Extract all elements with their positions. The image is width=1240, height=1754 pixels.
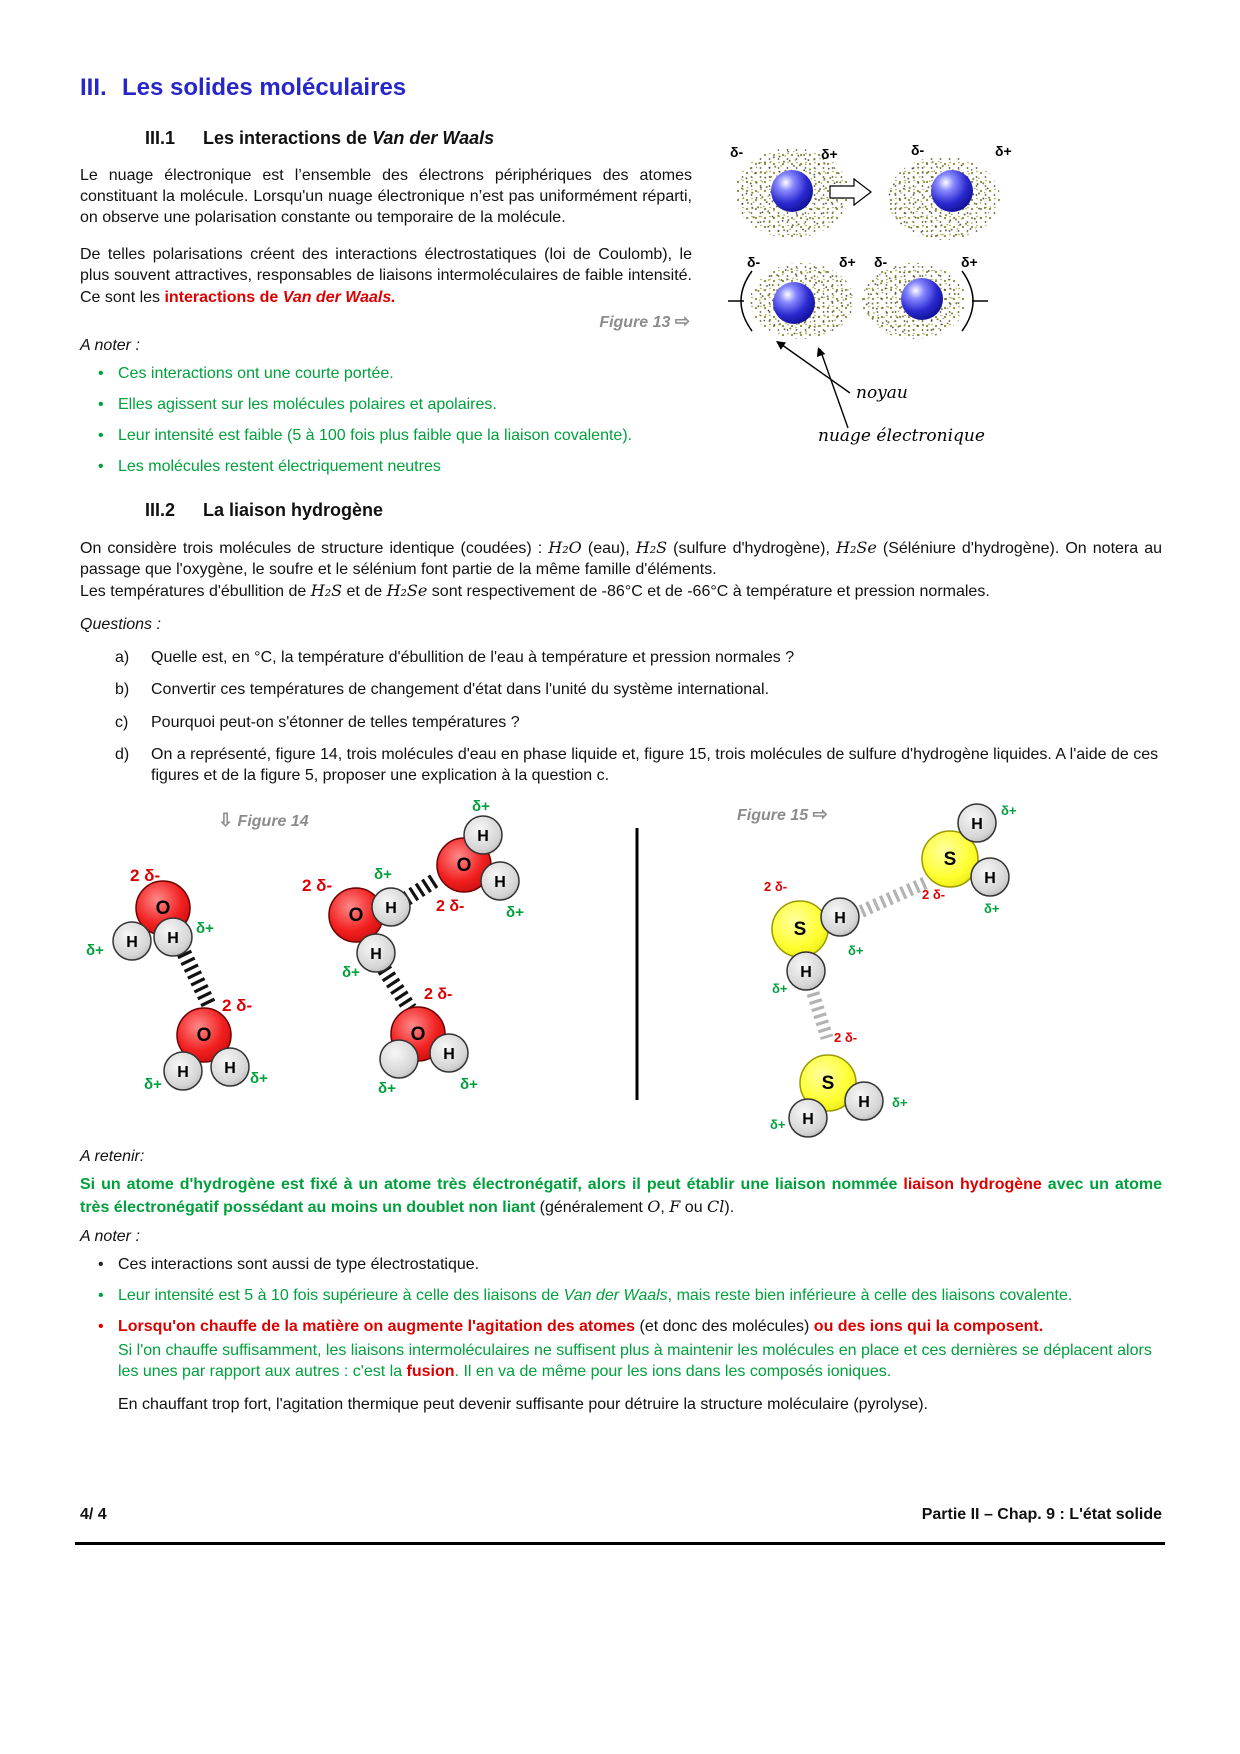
delta-minus-label: 2 δ-	[222, 996, 253, 1015]
delta-plus-label: δ+	[144, 1076, 162, 1093]
annotation-arrowhead	[817, 347, 825, 357]
atom-label-H: H	[971, 816, 983, 833]
note-item: • Ces interactions sont aussi de type électrostatique.	[94, 1254, 1162, 1275]
delta-plus-label: δ+	[196, 920, 214, 937]
note-list	[94, 363, 692, 477]
question-key: c)	[115, 713, 129, 731]
atom-label-O: O	[348, 905, 364, 926]
section-2-heading	[145, 500, 1162, 521]
annotation-arrow	[778, 342, 850, 393]
hydrogen-bond	[184, 953, 210, 1007]
note-list-2	[94, 1254, 1162, 1382]
question-item	[80, 744, 1162, 786]
atom-label-O: O	[410, 1024, 426, 1045]
noyau-label: noyau	[856, 383, 908, 403]
delta-plus-label: δ+	[772, 981, 788, 996]
annotation-arrowhead	[776, 341, 786, 350]
paragraph-nuage-electronique: Le nuage électronique est l’ensemble des électrons périphériques des atomes constituant la molécule. Lorsqu'un nuage électronique n’est pas uniformément réparti, on observe une polarisation constante ou temporaire de la molécule.	[80, 167, 692, 227]
delta-minus-label: 2 δ-	[130, 866, 161, 885]
question-key: b)	[115, 681, 130, 699]
delta-minus-label: 2 δ-	[764, 879, 788, 894]
page-bottom-rule	[75, 1542, 1165, 1545]
note-item: • Leur intensité est faible (5 à 100 fois plus faible que la liaison covalente).	[94, 425, 692, 446]
note-label-2: A noter :	[80, 1228, 140, 1246]
hydrogen-atom	[380, 1040, 418, 1078]
delta-minus-label: δ-	[747, 254, 761, 270]
note-item-fusion: Si l'on chauffe suffisamment, les liaisons intermoléculaires ne suffisent plus à maintenir les molécules en place et ces dernières se déplacent alors les unes par rapport aux autres : c'est la fusion. Il en va de même pour les ions dans les composés ioniques.	[118, 1341, 1152, 1380]
atom-label-H: H	[800, 964, 812, 981]
heading-text: Les solides moléculaires	[122, 74, 407, 101]
figure13-caption	[80, 311, 692, 332]
note-label: A noter :	[80, 336, 140, 354]
section-liaison-hydrogene	[80, 500, 1162, 797]
delta-minus-label: 2 δ-	[436, 898, 465, 915]
delta-plus-label: δ+	[848, 943, 864, 958]
figure14-figure15-diagram	[80, 795, 1162, 1145]
paragraph-interactions: De telles polarisations créent des interactions électrostatiques (loi de Coulomb), le plus souvent attractives, responsables de liaisons intermoléculaires de faible intensité. Ce sont les interactions de Van der Waals.	[80, 246, 692, 306]
delta-plus-label: δ+	[378, 1080, 396, 1097]
question-key: d)	[115, 745, 130, 763]
heading-number: III.	[80, 74, 107, 101]
delta-minus-label: δ-	[874, 254, 888, 270]
atom-label-O: O	[155, 898, 171, 919]
section-2-title: La liaison hydrogène	[203, 500, 384, 520]
figure15-arrow-icon: ⇨	[812, 804, 828, 824]
delta-plus-label: δ+	[821, 146, 838, 162]
delta-plus-label: δ+	[770, 1117, 786, 1132]
a-retenir-label: A retenir:	[80, 1148, 145, 1165]
figure14-arrow-icon: ⇩	[218, 810, 234, 830]
atom-label-H: H	[224, 1060, 236, 1077]
question-item	[80, 679, 1162, 700]
note-item: • Leur intensité est 5 à 10 fois supérieure à celle des liaisons de Van der Waals, mais reste bien inférieure à celle des liaisons covalente.	[94, 1285, 1162, 1306]
section-1-title: Les interactions de Van der Waals	[203, 128, 495, 148]
nuage-label: nuage électronique	[818, 426, 985, 446]
page-number: 4/ 4	[80, 1506, 107, 1523]
conclusion-block	[80, 1148, 1162, 1414]
delta-plus-label: δ+	[839, 254, 856, 270]
atom-label-S: S	[793, 919, 807, 940]
paragraph-molecules: On considère trois molécules de structure identique (coudées) : H₂O (eau), H₂S (sulfure d'hydrogène), H₂Se (Séléniure d'hydrogène). On notera au passage que l'oxygène, le soufre et le sélénium font partie de la même famille d'éléments.	[80, 538, 1163, 579]
closing-paragraph: En chauffant trop fort, l'agitation thermique peut devenir suffisante pour détruire la structure moléculaire (pyrolyse).	[118, 1395, 928, 1413]
atom-label-H: H	[984, 870, 996, 887]
hydrogen-bond	[813, 993, 827, 1038]
key-statement: Si un atome d'hydrogène est fixé à un atome très électronégatif, alors il peut établir une liaison nommée liaison hydrogène avec un atome très électronégatif possédant au moins un doublet non liant (généralement O, F ou Cl).	[80, 1176, 1162, 1216]
question-text: Quelle est, en °C, la température d'ébullition de l'eau à température et pression normales ?	[151, 649, 795, 667]
delta-plus-label: δ+	[961, 254, 978, 270]
atom-label-H: H	[802, 1111, 814, 1128]
delta-plus-label: δ+	[1001, 803, 1017, 818]
delta-plus-label: δ+	[995, 143, 1012, 159]
question-text: On a représenté, figure 14, trois molécules d'eau en phase liquide et, figure 15, trois molécules de sulfure d'hydrogène liquides. A l'aide de ces figures et de la figure 5, proposer une explication à la question c.	[151, 745, 1159, 784]
section-van-der-waals	[80, 128, 692, 487]
delta-plus-label: δ+	[374, 866, 392, 883]
nucleus-sphere	[901, 278, 943, 320]
figure13-caption-text: Figure 13	[599, 313, 671, 331]
section-2-number: III.2	[145, 500, 176, 520]
delta-plus-label: δ+	[250, 1070, 268, 1087]
atom-label-O: O	[456, 855, 472, 876]
nucleus-sphere	[771, 170, 813, 212]
note-item: • Les molécules restent électriquement neutres	[94, 456, 692, 477]
atom-label-H: H	[126, 934, 138, 951]
figure15-caption-text: Figure 15	[737, 807, 809, 824]
note-item	[94, 1316, 1162, 1381]
page-title	[80, 74, 406, 102]
hydrogen-bond	[406, 879, 437, 899]
section-1-number: III.1	[145, 128, 176, 148]
note-item: • Ces interactions ont une courte portée.	[94, 363, 692, 384]
footer-chapter: Partie II – Chap. 9 : L'état solide	[921, 1506, 1162, 1523]
delta-minus-label: 2 δ-	[922, 887, 946, 902]
delta-plus-label: δ+	[472, 798, 490, 815]
delta-minus-label: 2 δ-	[302, 876, 333, 895]
questions-label: Questions :	[80, 616, 161, 634]
question-item	[80, 712, 1162, 733]
figure14-caption-text: Figure 14	[237, 813, 309, 830]
delta-plus-label: δ+	[86, 942, 104, 959]
figure13-diagram	[718, 125, 1013, 455]
figure13-arrow-icon: ⇨	[674, 310, 690, 331]
atom-label-H: H	[443, 1046, 455, 1063]
delta-plus-label: δ+	[460, 1076, 478, 1093]
atom-label-H: H	[494, 874, 506, 891]
note-item: • Elles agissent sur les molécules polaires et apolaires.	[94, 394, 692, 415]
delta-plus-label: δ+	[892, 1095, 908, 1110]
nucleus-sphere	[773, 282, 815, 324]
page-footer	[80, 1506, 1162, 1524]
delta-plus-label: δ+	[984, 901, 1000, 916]
delta-minus-label: 2 δ-	[424, 986, 453, 1003]
delta-plus-label: δ+	[342, 964, 360, 981]
atom-label-S: S	[821, 1073, 835, 1094]
atom-label-H: H	[385, 900, 397, 917]
section-1-heading	[145, 128, 692, 149]
atom-label-H: H	[167, 930, 179, 947]
nucleus-sphere	[931, 170, 973, 212]
delta-minus-label: 2 δ-	[834, 1030, 858, 1045]
hydrogen-bond	[860, 883, 925, 912]
note-item-heating: • Lorsqu'on chauffe de la matière on augmente l'agitation des atomes (et donc des molécules) ou des ions qui la composent.	[118, 1318, 1044, 1336]
atom-label-O: O	[196, 1025, 212, 1046]
paragraph-temperatures: Les températures d'ébullition de H₂S et de H₂Se sont respectivement de -86°C et de -66°C à température et pression normales.	[80, 581, 990, 601]
question-key: a)	[115, 649, 130, 667]
question-text: Convertir ces températures de changement d'état dans l'unité du système international.	[151, 681, 770, 699]
delta-minus-label: δ-	[911, 142, 925, 158]
atom-label-H: H	[370, 946, 382, 963]
hydrogen-bond	[384, 969, 410, 1009]
atom-label-H: H	[834, 910, 846, 927]
question-item	[80, 647, 1162, 668]
delta-plus-label: δ+	[506, 904, 524, 921]
atom-label-S: S	[943, 849, 957, 870]
atom-label-H: H	[177, 1064, 189, 1081]
delta-minus-label: δ-	[730, 144, 744, 160]
atom-label-H: H	[858, 1094, 870, 1111]
question-text: Pourquoi peut-on s'étonner de telles températures ?	[151, 713, 520, 731]
atom-label-H: H	[477, 828, 489, 845]
